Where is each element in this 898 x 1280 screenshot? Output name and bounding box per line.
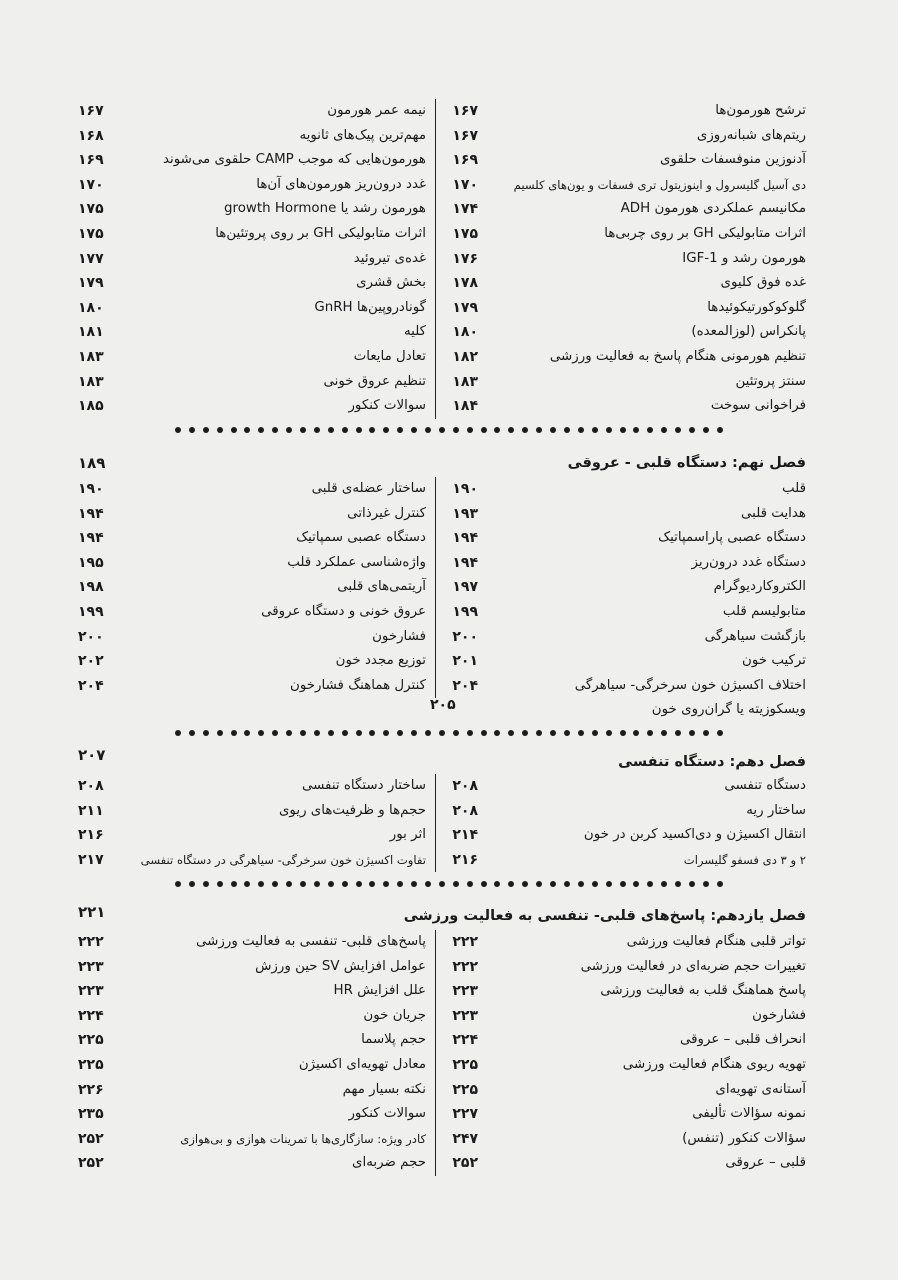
dotted-divider <box>175 881 723 887</box>
toc-entry: گلوکوکورتیکوئیدها <box>707 299 806 315</box>
page-number: ۱۷۸ <box>452 275 478 292</box>
toc-entry: ۲۰۸ ساختار دستگاه تنفسی ۲۰۸ <box>78 774 478 799</box>
page-number: ۱۶۷ <box>452 127 478 144</box>
toc-entry: ۱۷۹ گونادروپین‌ها GnRH ۱۸۰ <box>78 296 478 321</box>
toc-entry: بازگشت سیاهرگی <box>704 628 806 644</box>
page-number: ۲۱۷ <box>78 851 104 868</box>
page-number: ۱۹۴ <box>78 530 104 547</box>
toc-entry: تغییرات حجم ضربه‌ای در فعالیت ورزشی <box>580 958 806 974</box>
page-number: ۱۷۰ <box>452 176 478 193</box>
page-number: ۲۰۸ <box>78 778 104 794</box>
column-divider <box>435 320 436 345</box>
page-number: ۲۰۸ <box>452 802 478 819</box>
toc-entry: پاسخ هماهنگ قلب به فعالیت ورزشی <box>600 983 806 999</box>
column-divider <box>435 1078 436 1103</box>
toc-entry: ۱۶۹ هورمون‌هایی که موجب CAMP حلقوی می‌شوند ۱۶۹ <box>78 148 478 173</box>
column-divider <box>435 247 436 272</box>
toc-entry: هدایت قلبی <box>741 505 806 521</box>
page-number: ۱۸۲ <box>452 348 478 365</box>
column-divider <box>435 575 436 600</box>
page-number: ۱۹۰ <box>78 481 104 497</box>
page-number: ۱۸۰ <box>452 324 478 341</box>
left-column <box>78 930 478 1176</box>
toc-entry: ۲۲۳ علل افزایش HR ۲۲۳ <box>78 979 478 1004</box>
column-divider <box>435 370 436 395</box>
toc-entry: ۱۷۴ هورمون رشد یا growth Hormone ۱۷۵ <box>78 197 478 222</box>
page-number: ۱۷۷ <box>78 250 104 267</box>
chapter-title: فصل نهم: دستگاه قلبی - عروقی <box>567 455 806 471</box>
toc-entry: انحراف قلبی – عروقی <box>680 1032 806 1048</box>
toc-entry: ۲۵۲ حجم ضربه‌ای ۲۵۲ <box>78 1151 478 1176</box>
page-number: ۱۷۹ <box>452 299 478 316</box>
toc-entry: سنتز پروتئین <box>735 373 806 389</box>
column-divider <box>435 848 436 873</box>
column-divider <box>435 99 436 124</box>
page-number: ۱۹۳ <box>452 505 478 522</box>
toc-entry: ۲ و ۳ دی فسفو گلیسرات <box>683 852 806 867</box>
toc-entry: انتقال اکسیژن و دی‌اکسید کربن در خون <box>583 827 806 843</box>
right-column <box>466 930 806 1176</box>
page-number: ۱۹۴ <box>78 505 104 522</box>
page-number: ۲۲۴ <box>452 1032 478 1049</box>
page-number: ۱۹۴ <box>452 554 478 571</box>
page-number: ۲۲۵ <box>78 1032 104 1049</box>
toc-entry: ۲۱۴ اثر بور ۲۱۶ <box>78 823 478 848</box>
page-number: ۱۹۹ <box>78 603 104 620</box>
toc-entry: ۲۱۶ تفاوت اکسیژن خون سرخرگی- سیاهرگی در دستگاه تنفسی ۲۱۷ <box>78 848 478 873</box>
column-divider <box>435 173 436 198</box>
page-number: ۲۱۶ <box>452 851 478 868</box>
column-divider <box>435 551 436 576</box>
page-number: ۲۲۲ <box>452 934 478 950</box>
toc-entry: ۲۰۱ توزیع مجدد خون ۲۰۲ <box>78 649 478 674</box>
column-divider <box>435 1028 436 1053</box>
page-number: ۱۸۳ <box>78 373 104 390</box>
page-number: ۱۸۳ <box>78 348 104 365</box>
toc-entry: ۱۸۲ تعادل مایعات ۱۸۳ <box>78 345 478 370</box>
right-column <box>466 477 806 723</box>
toc-entry: ۱۹۷ آریتمی‌های قلبی ۱۹۸ <box>78 575 478 600</box>
toc-entry: ۱۸۳ تنظیم عروق خونی ۱۸۳ <box>78 370 478 395</box>
column-divider <box>435 148 436 173</box>
column-divider <box>435 1053 436 1078</box>
page-number: ۲۵۲ <box>78 1155 104 1172</box>
page-number: ۲۱۱ <box>78 802 104 819</box>
toc-entry: تواتر قلبی هنگام فعالیت ورزشی <box>626 934 806 949</box>
page-number: ۱۹۵ <box>78 554 104 571</box>
page-number: ۲۵۲ <box>78 1130 104 1147</box>
page-number: ۱۷۰ <box>78 176 104 193</box>
column-divider <box>435 526 436 551</box>
toc-entry: ریتم‌های شبانه‌روزی <box>696 127 806 143</box>
right-column <box>466 774 806 872</box>
page-number: ۱۸۰ <box>78 299 104 316</box>
toc-entry: آستانه‌ی تهویه‌ای <box>715 1081 806 1097</box>
toc-entry: ویسکوزیته یا گران‌روی خون <box>651 702 806 718</box>
toc-entry: دستگاه تنفسی <box>724 778 806 793</box>
toc-entry: ۱۶۷ مهم‌ترین پیک‌های ثانویه ۱۶۸ <box>78 124 478 149</box>
chapter-title: فصل یازدهم: پاسخ‌های قلبی- تنفسی به فعالیت ورزشی <box>403 908 806 924</box>
page-number: ۱۶۸ <box>78 127 104 144</box>
dotted-divider <box>175 730 723 736</box>
toc-entry: فشارخون <box>752 1007 806 1023</box>
toc-entry: ۱۹۳ کنترل غیرذاتی ۱۹۴ <box>78 502 478 527</box>
column-divider <box>435 674 436 699</box>
left-column <box>78 774 478 872</box>
page-number: ۲۱۶ <box>78 827 104 844</box>
column-divider <box>435 979 436 1004</box>
column-divider <box>435 197 436 222</box>
page-number: ۱۸۴ <box>452 398 478 415</box>
toc-entry: دستگاه غدد درون‌ریز <box>691 554 806 570</box>
toc-entry: آدنوزین منوفسفات حلقوی <box>659 152 806 168</box>
toc-entry: هورمون رشد و IGF-1 <box>682 250 806 266</box>
toc-entry: فراخوانی سوخت <box>710 398 806 414</box>
page-number: ۱۸۵ <box>78 398 104 415</box>
page-number: ۲۲۳ <box>452 983 478 1000</box>
page-number: ۲۲۷ <box>452 1106 478 1123</box>
column-divider <box>435 600 436 625</box>
toc-entry: ۲۲۲ پاسخ‌های قلبی- تنفسی به فعالیت ورزشی ۲۲۲ <box>78 930 478 955</box>
page-number: ۲۲۵ <box>452 1056 478 1073</box>
page-number: ۲۰۴ <box>452 677 478 694</box>
toc-entry: ۱۹۹ عروق خونی و دستگاه عروقی ۱۹۹ <box>78 600 478 625</box>
page-number: ۲۲۵ <box>78 1056 104 1073</box>
page-number: ۲۲۳ <box>78 958 104 975</box>
toc-entry: ۲۲۵ معادل تهویه‌ای اکسیژن ۲۲۵ <box>78 1053 478 1078</box>
page-number: ۲۰۵ <box>430 697 456 713</box>
toc-entry: ۲۲۵ نکته بسیار مهم ۲۲۶ <box>78 1078 478 1103</box>
column-divider <box>435 955 436 980</box>
page-number: ۱۶۹ <box>78 152 104 169</box>
column-divider <box>435 930 436 955</box>
toc-entry: ۱۷۸ بخش قشری ۱۷۹ <box>78 271 478 296</box>
toc-entry: ۱۷۰ غدد درون‌ریز هورمون‌های آن‌ها ۱۷۰ <box>78 173 478 198</box>
toc-entry: ۲۰۴ کنترل هماهنگ فشارخون ۲۰۴ <box>78 674 478 699</box>
page-number: ۱۷۶ <box>452 250 478 267</box>
chapter-title: فصل دهم: دستگاه تنفسی <box>618 754 806 770</box>
toc-entry: ترشح هورمون‌ها <box>715 103 806 118</box>
right-column <box>466 99 806 419</box>
toc-entry: ۱۹۰ ساختار عضله‌ی قلبی ۱۹۰ <box>78 477 478 502</box>
toc-entry: ترکیب خون <box>742 653 806 669</box>
page-number: ۲۳۵ <box>78 1106 104 1123</box>
page-number: ۲۰۱ <box>452 653 478 670</box>
page-number: ۱۸۱ <box>78 324 104 341</box>
toc-entry: دی آسیل گلیسرول و اینوزیتول تری فسفات و یون‌های کلسیم <box>513 177 806 192</box>
page-number: ۲۲۲ <box>452 958 478 975</box>
column-divider <box>435 477 436 502</box>
page-number: ۲۰۴ <box>78 677 104 694</box>
page-number: ۲۲۳ <box>78 983 104 1000</box>
page-number: ۱۹۹ <box>452 603 478 620</box>
column-divider <box>435 1151 436 1176</box>
column-divider <box>435 1127 436 1152</box>
page-number: ۲۲۳ <box>452 1007 478 1024</box>
page-number: ۱۷۹ <box>78 275 104 292</box>
toc-entry: ۲۲۴ حجم پلاسما ۲۲۵ <box>78 1028 478 1053</box>
toc-entry: اختلاف اکسیژن خون سرخرگی- سیاهرگی <box>574 677 806 693</box>
toc-entry: ۲۰۰ فشارخون ۲۰۰ <box>78 625 478 650</box>
toc-entry: قلبی – عروقی <box>725 1155 806 1171</box>
left-column <box>78 477 478 698</box>
toc-entry: ۱۸۰ کلیه ۱۸۱ <box>78 320 478 345</box>
column-divider <box>435 271 436 296</box>
toc-entry: دستگاه عصبی پاراسمپاتیک <box>658 530 806 546</box>
page-number: ۱۹۴ <box>452 530 478 547</box>
page-number: ۱۹۰ <box>452 481 478 497</box>
toc-entry: ۱۷۶ غده‌ی تیروئید ۱۷۷ <box>78 247 478 272</box>
column-divider <box>435 394 436 419</box>
toc-entry: غده فوق کلیوی <box>720 275 806 291</box>
column-divider <box>435 774 436 799</box>
toc-entry: ۲۴۷ کادر ویژه: سازگاری‌ها با تمرینات هوازی و بی‌هوازی ۲۵۲ <box>78 1127 478 1152</box>
toc-entry: متابولیسم قلب <box>722 603 806 619</box>
page-number: ۲۵۲ <box>452 1155 478 1172</box>
page-number: ۱۶۷ <box>452 103 478 119</box>
page-number: ۲۲۵ <box>452 1081 478 1098</box>
column-divider <box>435 124 436 149</box>
page-number: ۲۱۴ <box>452 827 478 844</box>
page-number: ۱۸۳ <box>452 373 478 390</box>
toc-entry: ۱۷۵ اثرات متابولیکی GH بر روی پروتئین‌ها ۱۷۵ <box>78 222 478 247</box>
left-column <box>78 99 478 419</box>
page-number: ۲۰۸ <box>452 778 478 794</box>
chapter-page-number: ۱۸۹ <box>78 454 106 472</box>
column-divider <box>435 649 436 674</box>
toc-entry: ۲۲۳ جریان خون ۲۲۴ <box>78 1004 478 1029</box>
toc-entry: مکانیسم عملکردی هورمون ADH <box>620 201 806 217</box>
page-number: ۲۲۶ <box>78 1081 104 1098</box>
toc-entry: ۲۰۸ حجم‌ها و ظرفیت‌های ریوی ۲۱۱ <box>78 799 478 824</box>
toc-entry: نمونه سؤالات تألیفی <box>692 1106 806 1122</box>
column-divider <box>435 625 436 650</box>
page-number: ۱۶۷ <box>78 103 104 119</box>
toc-entry: اثرات متابولیکی GH بر روی چربی‌ها <box>604 225 806 241</box>
toc-entry: ۱۸۴ سوالات کنکور ۱۸۵ <box>78 394 478 419</box>
page-number: ۱۷۵ <box>78 201 104 218</box>
page-number: ۱۹۷ <box>452 579 478 596</box>
page-number: ۱۶۹ <box>452 152 478 169</box>
page-number: ۲۰۰ <box>78 628 104 645</box>
toc-entry: سؤالات کنکور (تنفس) <box>682 1130 806 1146</box>
toc-entry: تنظیم هورمونی هنگام پاسخ به فعالیت ورزشی <box>549 348 806 364</box>
page-number: ۲۲۲ <box>78 934 104 950</box>
page-number: ۲۰۲ <box>78 653 104 670</box>
column-divider <box>435 296 436 321</box>
column-divider <box>435 502 436 527</box>
page-number: ۱۷۵ <box>78 225 104 242</box>
column-divider <box>435 345 436 370</box>
page-number: ۲۲۴ <box>78 1007 104 1024</box>
page-number: ۲۰۰ <box>452 628 478 645</box>
chapter-page-number: ۲۲۱ <box>78 903 106 921</box>
toc-entry: ۲۲۲ عوامل افزایش SV حین ورزش ۲۲۳ <box>78 955 478 980</box>
column-divider <box>435 823 436 848</box>
column-divider <box>435 799 436 824</box>
toc-entry: ساختار ریه <box>746 802 806 818</box>
column-divider <box>435 222 436 247</box>
toc-entry: الکتروکاردیوگرام <box>713 579 806 595</box>
page-number: ۱۷۵ <box>452 225 478 242</box>
page-number: ۱۷۴ <box>452 201 478 218</box>
toc-entry: تهویه ریوی هنگام فعالیت ورزشی <box>622 1056 806 1072</box>
toc-entry: ۱۹۴ دستگاه عصبی سمپاتیک ۱۹۴ <box>78 526 478 551</box>
toc-entry: پانکراس (لوزالمعده) <box>691 324 806 340</box>
toc-entry: ۱۹۴ واژه‌شناسی عملکرد قلب ۱۹۵ <box>78 551 478 576</box>
dotted-divider <box>175 427 723 433</box>
page-number: ۲۴۷ <box>452 1130 478 1147</box>
chapter-page-number: ۲۰۷ <box>78 746 106 764</box>
toc-entry: قلب <box>782 481 806 496</box>
toc-entry: ۱۶۷ نیمه عمر هورمون ۱۶۷ <box>78 99 478 124</box>
toc-entry: ۲۲۷ سوالات کنکور ۲۳۵ <box>78 1102 478 1127</box>
column-divider <box>435 1102 436 1127</box>
page-number: ۱۹۸ <box>78 579 104 596</box>
column-divider <box>435 1004 436 1029</box>
